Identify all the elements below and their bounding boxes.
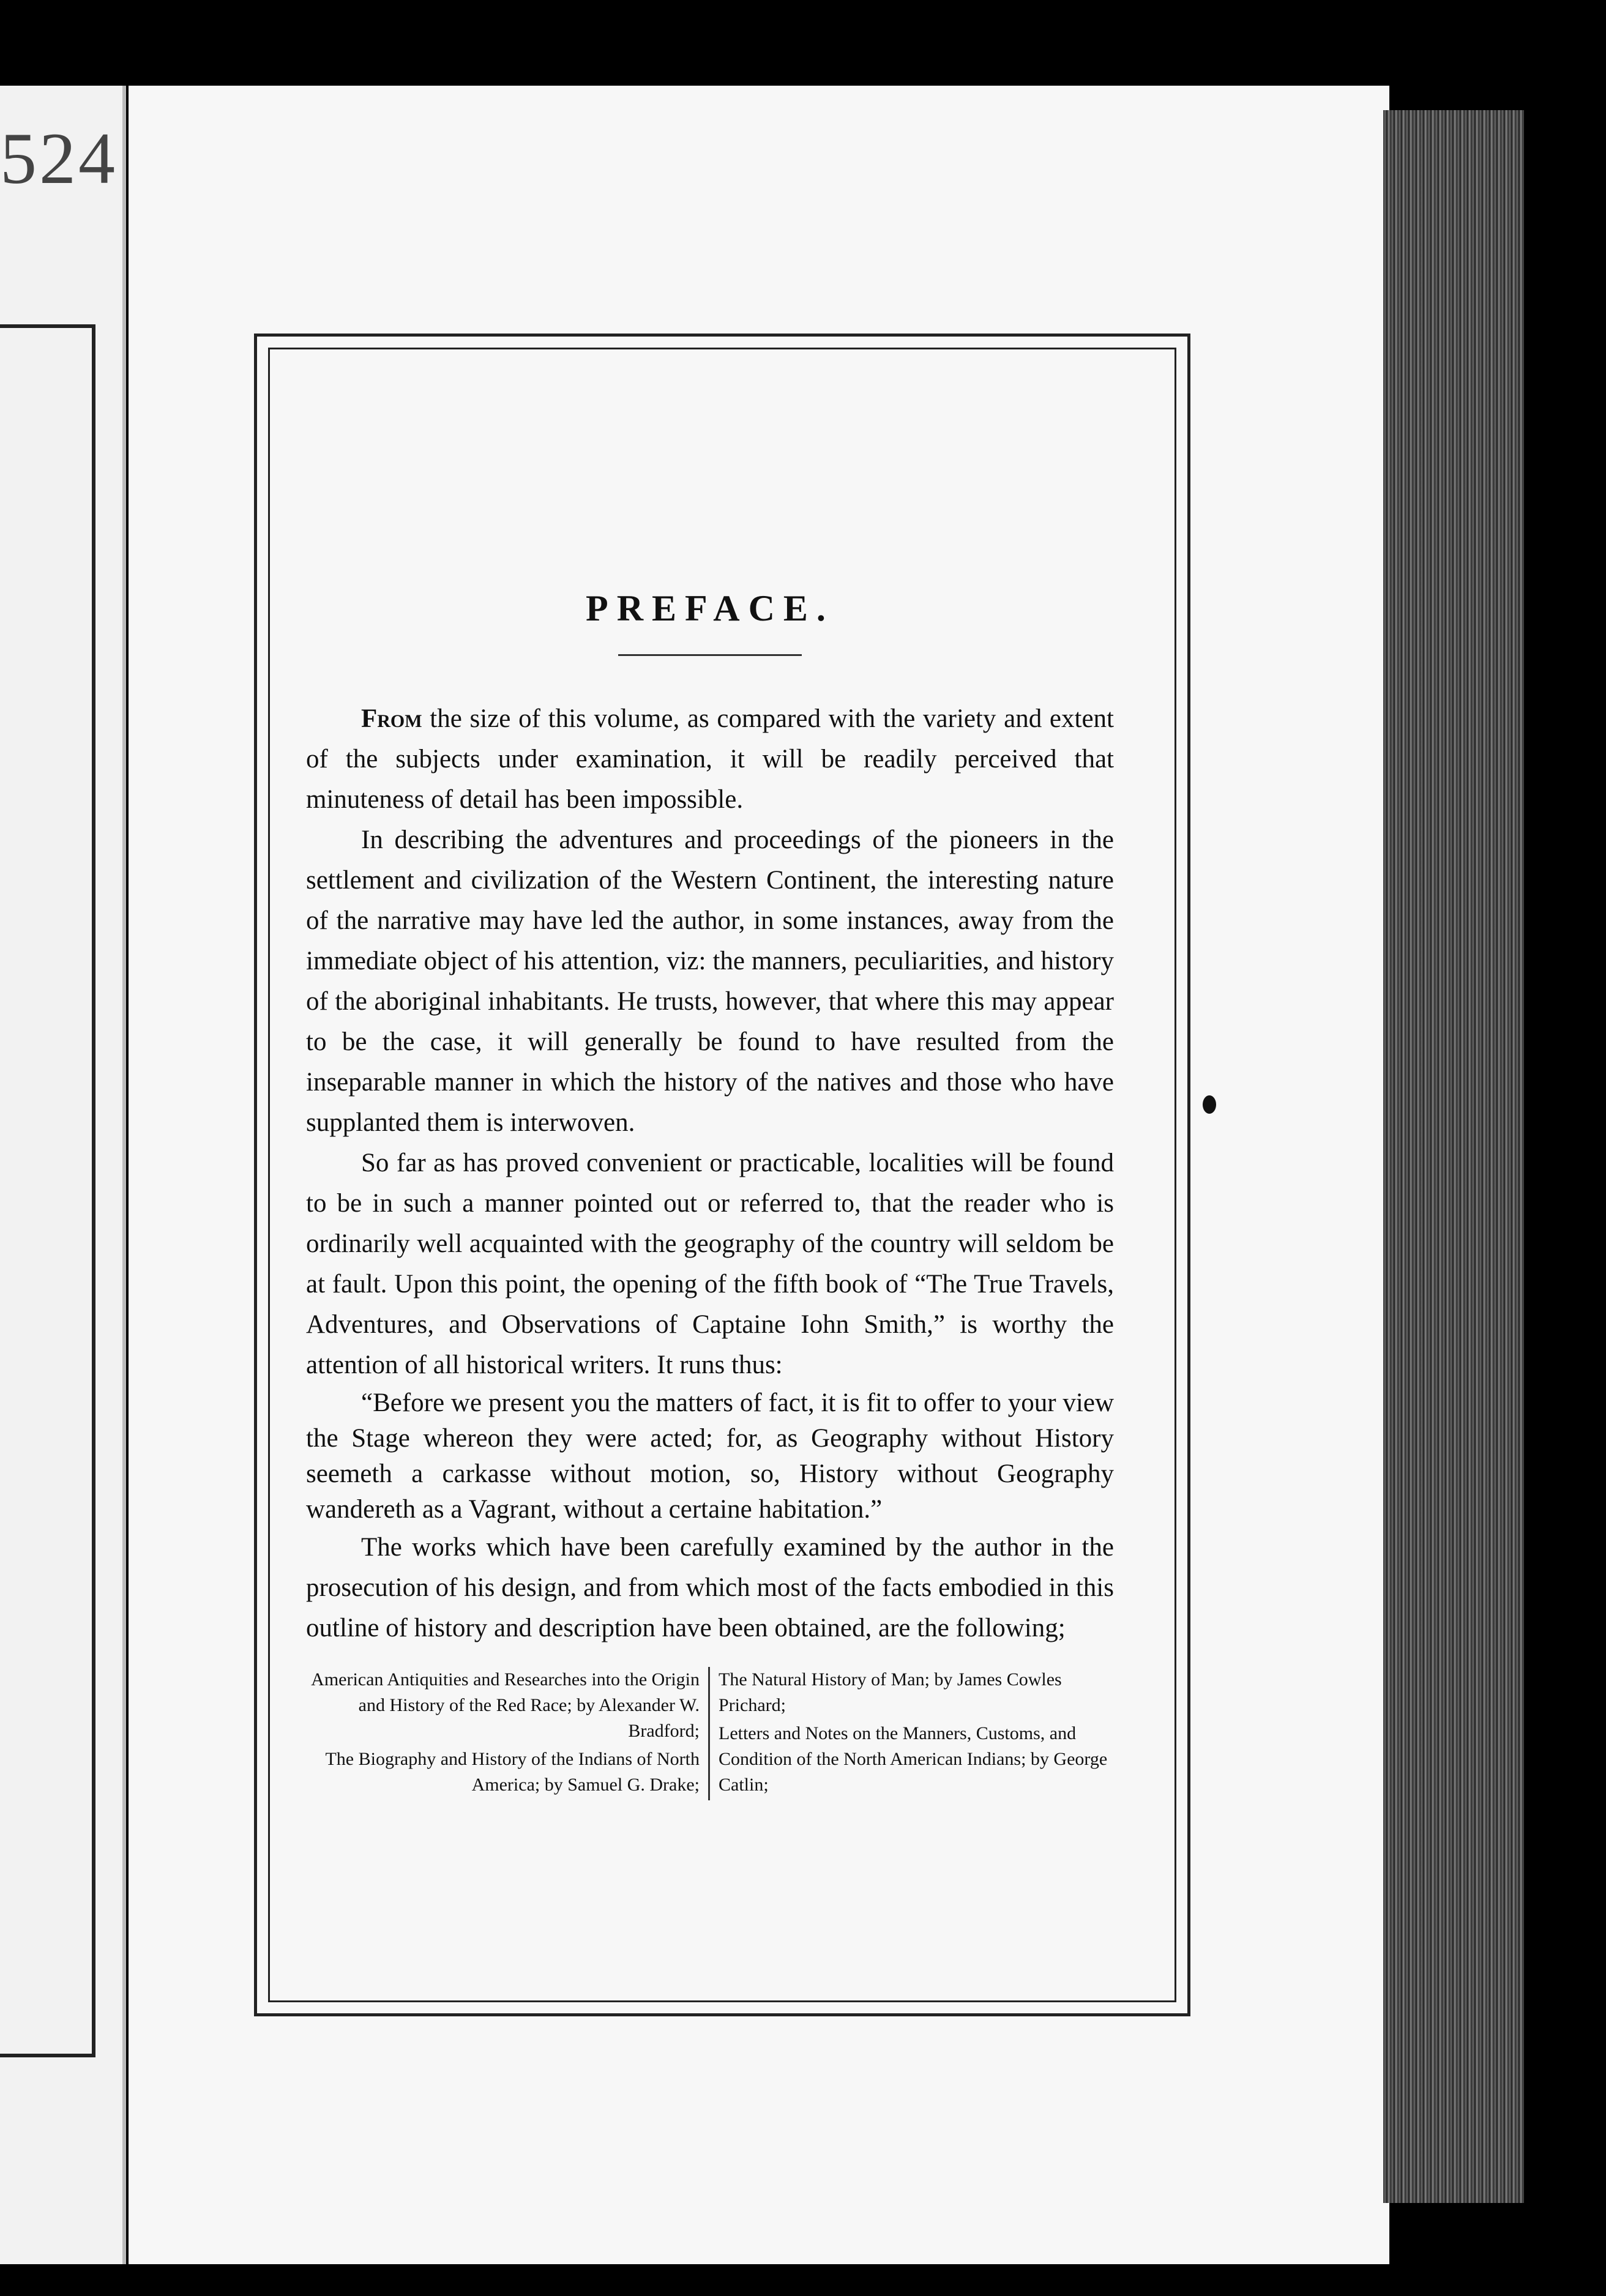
reference-item: The Biography and History of the Indians of North America; by Samuel G. Drake;: [325, 1749, 700, 1795]
reference-list: [306, 1667, 1114, 1800]
paragraph-1-text: the size of this volume, as compared with the variety and extent of the subjects under examination, it will be readily perceived that minuteness of detail has been impossible.: [306, 704, 1114, 814]
paragraph-1: [306, 699, 1114, 820]
reference-column-left: [306, 1667, 710, 1800]
reference-item: American Antiquities and Researches into the Origin and History of the Red Race; by Alexander W. Bradford;: [311, 1669, 700, 1741]
paragraph-4: The works which have been carefully examined by the author in the prosecution of his design, and from which most of the facts embodied in this outline of history and description have been obtained, are the following;: [306, 1533, 1114, 1642]
page-number: 524: [0, 117, 118, 199]
smith-quotation: “Before we present you the matters of fact, it is fit to offer to your view the Stage whereon they were acted; for, as Geography without History seemeth a carkasse without motion, so, History without Geography wandereth as a Vagrant, without a certaine habitation.”: [306, 1388, 1114, 1524]
preface-title: PREFACE.: [586, 588, 834, 628]
paragraph-2: In describing the adventures and proceedings of the pioneers in the settlement and civilization of the Western Continent, the interesting nature of the narrative may have led the author, in some instances, away from the immediate object of his attention, viz: the manners, peculiarities, and history of the aboriginal inhabitants. He trusts, however, that where this may appear to be the case, it will generally be found to have resulted from the inseparable manner in which the history of the natives and those who have supplanted them is interwoven.: [306, 826, 1114, 1137]
reference-column-right: [710, 1667, 1114, 1800]
title-flourish: [618, 654, 802, 656]
reference-item: Letters and Notes on the Manners, Customs, and Condition of the North American Indians; by George Catlin;: [719, 1723, 1108, 1795]
book-fore-edge: [1383, 110, 1524, 2203]
paragraph-1-lead: From: [361, 704, 422, 733]
reference-item: The Natural History of Man; by James Cowles Prichard;: [719, 1669, 1062, 1715]
paragraph-3: So far as has proved convenient or practicable, localities will be found to be in such a manner pointed out or referred to, that the reader who is ordinarily well acquainted with the geography of the country will seldom be at fault. Upon this point, the opening of the fifth book of “The True Travels, Adventures, and Observations of Captaine Iohn Smith,” is worthy the attention of all historical writers. It runs thus:: [306, 1149, 1114, 1379]
facing-page-edge: [0, 86, 126, 2264]
facing-page-rule: [0, 324, 95, 2057]
preface-content: [269, 343, 1151, 1800]
ink-spot: [1203, 1095, 1216, 1114]
